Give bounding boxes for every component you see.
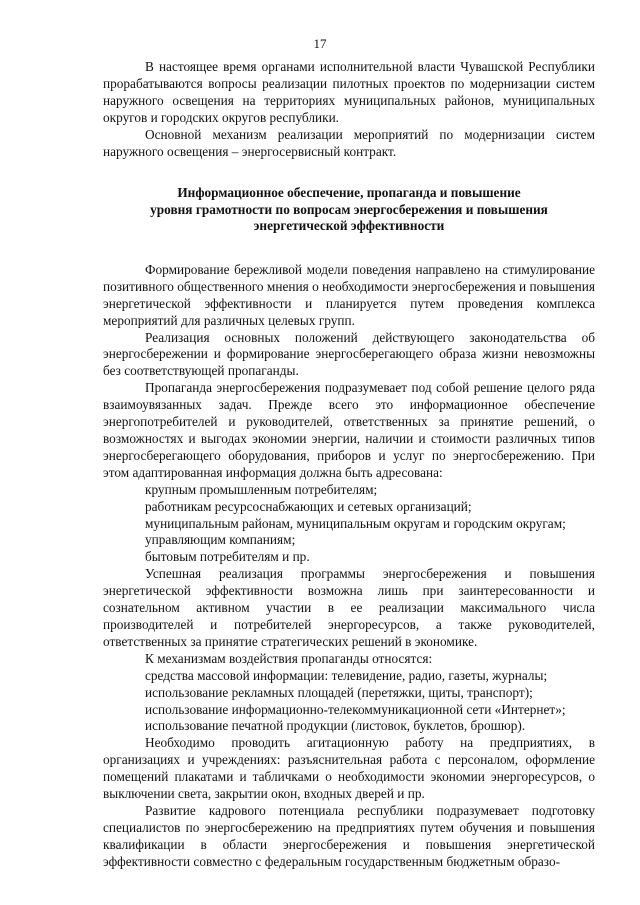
paragraph: К механизмам воздействия пропаганды относятся: [145,650,433,666]
list-item: бытовым потребителям и пр. [145,549,310,565]
page-number: 17 [313,36,327,51]
heading-line: энергетической эффективности [253,218,445,234]
list-item: использование информационно-телекоммуникационной сети «Интернет»; [145,701,566,717]
paragraph: В настоящее время органами исполнительной власти Чувашской Республики прорабатываются вопросы реализации пилотных проектов по модернизации систем наружного освещения на территориях муниципальных районов, муниципальных округов и городских округов республики. [103,59,595,125]
paragraph: Развитие кадрового потенциала республики подразумевает подготовку специалистов по энергосбережению на предприятиях путем обучения и повышения квалификации в области энергосбережения и повышения энергетической эффективности совместно с федеральным государственным бюджетным образо- [103,802,595,869]
paragraph: Формирование бережливой модели поведения направлено на стимулирование позитивного общественного мнения о необходимости энергосбережения и повышения энергетической эффективности и планируется путем проведения комплекса мероприятий для различных целевых групп. [103,261,595,328]
list-item: использование печатной продукции (листовок, буклетов, брошюр). [145,718,526,734]
list-item: управляющим компаниям; [145,532,296,548]
paragraph: Основной механизм реализации мероприятий по модернизации систем наружного освещения – энергосервисный контракт. [103,126,595,159]
section-heading [103,185,595,235]
list-item: муниципальным районам, муниципальным округам и городским округам; [145,515,566,531]
heading-line: Информационное обеспечение, пропаганда и повышение [177,185,521,201]
list-item: использование рекламных площадей (перетяжки, щиты, транспорт); [145,684,533,700]
paragraph: Реализация основных положений действующего законодательства об энергосбережении и формирование энергосберегающего образа жизни невозможны без соответствующей пропаганды. [103,329,595,379]
heading-line: уровня грамотности по вопросам энергосбережения и повышения [150,201,548,217]
list-item: средства массовой информации: телевидение, радио, газеты, журналы; [145,667,548,683]
list-item: крупным промышленным потребителям; [145,481,378,497]
list-item: работникам ресурсоснабжающих и сетевых организаций; [145,498,472,514]
paragraph: Пропаганда энергосбережения подразумевает под собой решение целого ряда взаимоувязанных задач. Прежде всего это информационное обеспечение энергопотребителей и руководителей, ответственных за принятие решений, о возможностях и выгодах экономии энергии, наличии и стоимости различных типов энергосберегающего оборудования, приборов и услуг по энергосбережению. При этом адаптированная информация должна быть адресована: [103,380,595,480]
paragraph: Успешная реализация программы энергосбережения и повышения энергетической эффективности возможна лишь при заинтересованности и сознательном активном участии в ее реализации максимального числа производителей и потребителей энергоресурсов, а также руководителей, ответственных за принятие стратегических решений в экономике. [103,566,595,649]
page-body [103,59,595,871]
paragraph: Необходимо проводить агитационную работу на предприятиях, в организациях и учреждениях: разъяснительная работа с персоналом, оформление помещений плакатами и табличками о необходимости экономии энергоресурсов, о выключении света, закрытии окон, входных дверей и пр. [103,735,595,802]
